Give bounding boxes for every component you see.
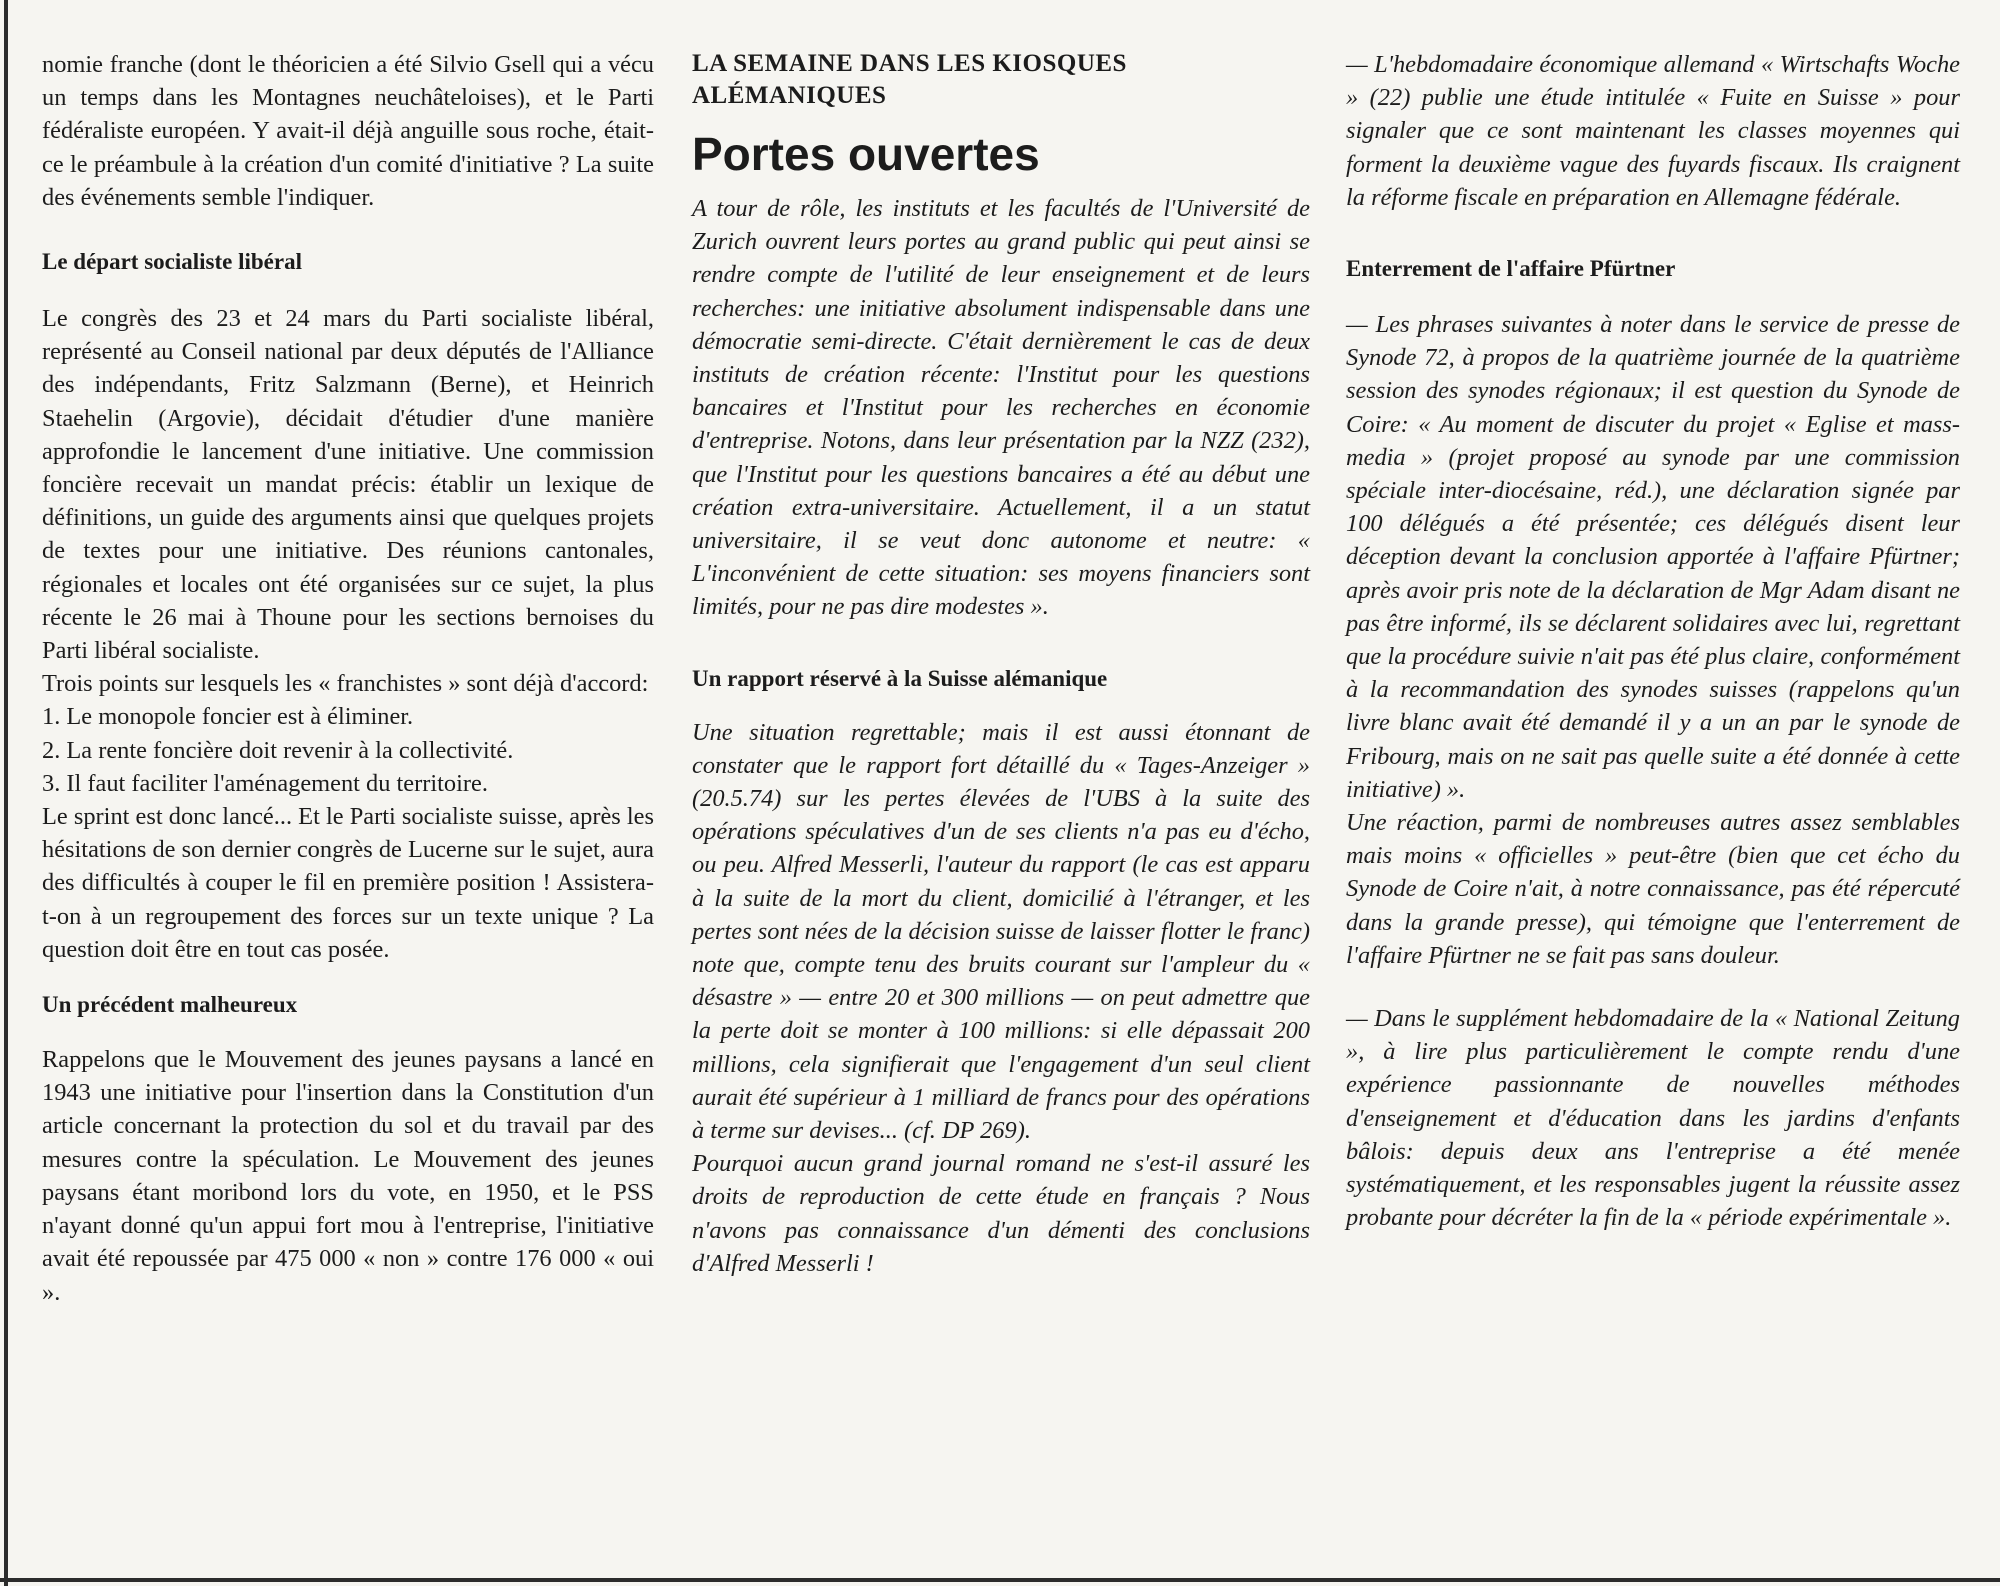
heading-rapport-reserve: Un rapport réservé à la Suisse alémanique	[692, 665, 1108, 691]
list-item: 1. Le monopole foncier est à éliminer.	[42, 703, 414, 731]
points-list	[42, 700, 654, 800]
list-item: 3. Il faut faciliter l'aménagement du territoire.	[42, 769, 488, 797]
article-title: Portes ouvertes	[692, 128, 1040, 180]
paragraph-phrases-synode: — Les phrases suivantes à noter dans le service de presse de Synode 72, à propos de la quatrième journée de la quatrième session des synodes régionaux; il est question du Synode de Coire: « Au moment de discuter du projet « Eglise et mass-media » (projet proposé au synode par une commission spéciale inter-diocésaine, réd.), une déclaration signée par 100 délégués a été présentée; ces délégués disent leur déception devant la conclusion apportée à l'affaire Pfürtner; après avoir pris note de la déclaration de Mgr Adam disant ne pas être informé, ils se déclarent solidaires avec lui, regrettant que la procédure suivie n'ait pas été plus claire, conformément à la recommandation des synodes suisses (rappelons qu'un livre blanc avait été demandé il y a un an par le synode de Fribourg, mais on ne sait pas quelle suite a été donnée à cette initiative) ».	[1346, 311, 1960, 803]
column-right	[1346, 48, 1960, 1235]
paragraph-sprint: Le sprint est donc lancé... Et le Parti socialiste suisse, après les hésitations de son dernier congrès de Lucerne sur le sujet, aura des difficultés à couper le fil en première position ! Assistera-t-on à un regroupement des forces sur un texte unique ? La question doit être en tout cas posée.	[42, 803, 654, 963]
paragraph-tour-de-role: A tour de rôle, les instituts et les facultés de l'Université de Zurich ouvrent leurs portes au grand public qui peut ainsi se rendre compte de l'utilité de leur enseignement et de leurs recherches: une initiative absolument indispensable dans une démocratie semi-directe. C'était dernièrement le cas de deux instituts de création récente: l'Institut pour les questions bancaires et l'Institut pour les recherches en économie d'entreprise. Notons, dans leur présentation par la NZZ (232), que l'Institut pour les questions bancaires a été au début une création extra-universitaire. Actuellement, il a un statut universitaire, il se veut donc autonome et neutre: « L'inconvénient de cette situation: ses moyens financiers sont limités, pour ne pas dire modestes ».	[692, 195, 1310, 621]
paragraph-intro: nomie franche (dont le théoricien a été Silvio Gsell qui a vécu un temps dans les Montagnes neuchâteloises), et le Parti fédéraliste européen. Y avait-il déjà anguille sous roche, était-ce le préambule à la création d'un comité d'initiative ? La suite des événements semble l'indiquer.	[42, 51, 654, 211]
heading-precedent-malheureux: Un précédent malheureux	[42, 992, 298, 1018]
section-kicker: LA SEMAINE DANS LES KIOSQUES ALÉMANIQUES	[692, 50, 1127, 109]
list-item: 2. La rente foncière doit revenir à la collectivité.	[42, 736, 514, 764]
scan-edge-left	[4, 0, 8, 1586]
paragraph-reaction: Une réaction, parmi de nombreuses autres assez semblables mais moins « officielles » peut-être (bien que cet écho du Synode de Coire n'ait, à notre connaissance, pas été répercuté dans la grande presse), qui témoigne que l'enterrement de l'affaire Pfürtner ne se fait pas sans douleur.	[1346, 809, 1960, 969]
heading-depart-socialiste: Le départ socialiste libéral	[42, 249, 302, 275]
paragraph-rappelons: Rappelons que le Mouvement des jeunes paysans a lancé en 1943 une initiative pour l'insertion dans la Constitution d'un article concernant la protection du sol et du travail par des mesures contre la spéculation. Le Mouvement des jeunes paysans étant moribond lors du vote, en 1950, et le PSS n'ayant donné qu'un appui fort mou à l'entreprise, l'initiative avait été repoussée par 475 000 « non » contre 176 000 « oui ».	[42, 1046, 654, 1306]
column-left	[42, 48, 654, 1309]
paragraph-trois-points: Trois points sur lesquels les « franchistes » sont déjà d'accord:	[42, 670, 649, 698]
paragraph-wirtschafts-woche: — L'hebdomadaire économique allemand « Wirtschafts Woche » (22) publie une étude intitulée « Fuite en Suisse » pour signaler que ce sont maintenant les classes moyennes qui forment la deuxième vague des fuyards fiscaux. Ils craignent la réforme fiscale en préparation en Allemagne fédérale.	[1346, 51, 1960, 211]
paragraph-situation: Une situation regrettable; mais il est aussi étonnant de constater que le rapport fort détaillé du « Tages-Anzeiger » (20.5.74) sur les pertes élevées de l'UBS à la suite des opérations spéculatives d'un de ses clients n'a pas eu d'écho, ou peu. Alfred Messerli, l'auteur du rapport (le cas est apparu à la suite de la mort du client, domicilié à l'étranger, et les pertes sont nées de la décision suisse de laisser flotter le franc) note que, compte tenu des bruits courant sur l'ampleur du « désastre » — entre 20 et 300 millions — on peut admettre que la perte doit se monter à 100 millions: si elle dépassait 200 millions, cela signifierait que l'engagement d'un seul client aurait été supérieur à 1 milliard de francs pour des opérations à terme sur devises... (cf. DP 269).	[692, 718, 1310, 1145]
scan-edge-bottom	[0, 1578, 2000, 1582]
paragraph-congres: Le congrès des 23 et 24 mars du Parti socialiste libéral, représenté au Conseil national par deux députés de l'Alliance des indépendants, Fritz Salzmann (Berne), et Heinrich Staehelin (Argovie), décidait d'étudier d'une manière approfondie le lancement d'une initiative. Une commission foncière recevait un mandat précis: établir un lexique de définitions, un guide des arguments ainsi que quelques projets de textes pour une initiative. Des réunions cantonales, régionales et locales ont été organisées sur ce sujet, la plus récente le 26 mai à Thoune pour les sections bernoises du Parti libéral socialiste.	[42, 305, 654, 665]
column-middle	[692, 48, 1310, 1280]
paragraph-pourquoi: Pourquoi aucun grand journal romand ne s'est-il assuré les droits de reproduction de cette étude en français ? Nous n'avons pas connaissance d'un démenti des conclusions d'Alfred Messerli !	[692, 1150, 1310, 1277]
heading-enterrement-pfurtner: Enterrement de l'affaire Pfürtner	[1346, 256, 1676, 282]
paragraph-supplement: — Dans le supplément hebdomadaire de la « National Zeitung », à lire plus particulièrement le compte rendu d'une expérience passionnante de nouvelles méthodes d'enseignement et d'éducation dans les jardins d'enfants bâlois: depuis deux ans l'entreprise a été menée systématiquement, et les responsables jugent la réussite assez probante pour décréter la fin de la « période expérimentale ».	[1346, 1005, 1960, 1232]
